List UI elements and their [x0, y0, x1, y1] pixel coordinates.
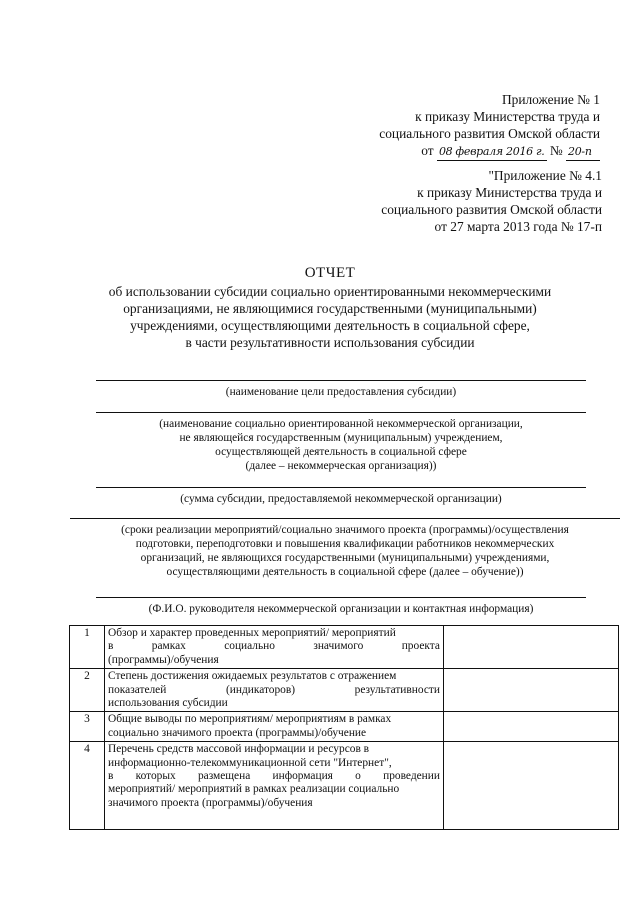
fill-line[interactable] — [96, 597, 586, 598]
justified-word: результативности — [354, 683, 440, 696]
appendix-4-1-region-line: социального развития Омской области — [381, 202, 602, 217]
row-text-line: социально значимого проекта (программы)/обучение — [108, 726, 367, 739]
field-subsidy-purpose[interactable] — [96, 380, 586, 399]
row-text-line: Степень достижения ожидаемых результатов с отражением — [108, 670, 397, 683]
field-caption: не являющейся государственным (муниципальным) учреждением, — [179, 432, 503, 444]
justified-word: проведении — [383, 770, 440, 783]
table-row — [70, 669, 619, 712]
appendix-4-1-ministry-line: к приказу Министерства труда и — [417, 185, 602, 200]
fill-line[interactable] — [96, 380, 586, 381]
fill-line[interactable] — [70, 518, 620, 519]
justified-word: (индикаторов) — [225, 683, 296, 696]
justified-word: проекта — [401, 640, 440, 653]
appendix-1-title: Приложение № 1 — [501, 92, 600, 107]
justified-word: значимого — [313, 640, 364, 653]
fill-line[interactable] — [96, 412, 586, 413]
row-text-line: (программы)/обучения — [108, 653, 219, 666]
justified-word: в — [108, 770, 114, 783]
row-text-line: использования субсидии — [108, 697, 228, 710]
justified-word: социально — [224, 640, 275, 653]
field-caption: (далее – некоммерческая организация)) — [245, 460, 437, 472]
field-caption: (Ф.И.О. руководителя некоммерческой организации и контактная информация) — [148, 603, 534, 615]
row-number: 3 — [70, 712, 105, 742]
table-row — [70, 742, 619, 830]
report-heading: ОТЧЕТ — [304, 265, 356, 281]
row-description — [105, 712, 444, 742]
row-value-cell[interactable] — [444, 669, 619, 712]
table-row — [70, 712, 619, 742]
handwritten-number: 20-п — [566, 143, 600, 161]
table-row — [70, 626, 619, 669]
justified-word: размещена — [197, 770, 251, 783]
row-text-line: информационно-телекоммуникационной сети "Интернет", — [108, 756, 392, 769]
field-caption: (сумма субсидии, предоставляемой некоммерческой организации) — [180, 493, 502, 505]
row-value-cell[interactable] — [444, 742, 619, 830]
row-number: 2 — [70, 669, 105, 712]
row-text-line-justified — [108, 770, 440, 783]
date-prefix: от — [421, 143, 434, 158]
row-text-line: Общие выводы по мероприятиям/ мероприятиям в рамках — [108, 713, 392, 726]
justified-word: о — [355, 770, 361, 783]
row-value-cell[interactable] — [444, 712, 619, 742]
field-caption: (наименование цели предоставления субсидии) — [225, 386, 457, 398]
row-text-line: мероприятий/ мероприятий в рамках реализации социально — [108, 783, 400, 796]
justified-word: показателей — [108, 683, 167, 696]
row-text-line: Обзор и характер проведенных мероприятий/ мероприятий — [108, 627, 396, 639]
appendix-1-date-line — [379, 142, 600, 161]
row-text-line: значимого проекта (программы)/обучения — [108, 796, 313, 809]
field-caption: организаций, не являющихся государственными (муниципальными) учреждениями, — [140, 552, 550, 564]
field-implementation-dates[interactable] — [70, 518, 620, 579]
appendix-1-region-line: социального развития Омской области — [379, 126, 600, 141]
field-caption: осуществляющими деятельность в социальной сфере (далее – обучение)) — [166, 566, 524, 578]
field-head-contact[interactable] — [96, 597, 586, 616]
report-subtitle-line: об использовании субсидии социально ориентированными некоммерческими — [108, 284, 552, 299]
report-table — [69, 625, 619, 830]
row-description — [105, 626, 444, 669]
row-text-spacer — [108, 810, 440, 828]
number-prefix: № — [549, 143, 563, 158]
justified-word: которых — [135, 770, 176, 783]
appendix-1-header — [379, 91, 600, 161]
report-subtitle-line: организациями, не являющимися государственными (муниципальными) — [123, 301, 537, 316]
justified-word: в — [108, 640, 114, 653]
appendix-4-1-title: "Приложение № 4.1 — [488, 168, 602, 183]
row-text-line-justified — [108, 640, 440, 653]
row-number: 4 — [70, 742, 105, 830]
row-text-line: Перечень средств массовой информации и ресурсов в — [108, 743, 370, 756]
appendix-1-ministry-line: к приказу Министерства труда и — [415, 109, 600, 124]
report-subtitle-line: учреждениями, осуществляющими деятельность в социальной сфере, — [130, 318, 530, 333]
field-caption: (сроки реализации мероприятий/социально значимого проекта (программы)/осуществления — [121, 524, 569, 536]
appendix-4-1-header — [381, 167, 602, 235]
row-description — [105, 669, 444, 712]
field-caption: подготовки, переподготовки и повышения квалификации работников некоммерческих — [135, 538, 555, 550]
justified-word: информация — [272, 770, 333, 783]
row-number: 1 — [70, 626, 105, 669]
justified-word: рамках — [151, 640, 186, 653]
report-title — [30, 264, 630, 351]
row-description — [105, 742, 444, 830]
row-value-cell[interactable] — [444, 626, 619, 669]
row-text-line-justified — [108, 684, 440, 697]
appendix-4-1-date-line: от 27 марта 2013 года № 17-п — [434, 219, 602, 234]
field-caption: (наименование социально ориентированной некоммерческой организации, — [159, 418, 523, 430]
field-subsidy-amount[interactable] — [96, 487, 586, 506]
fill-line[interactable] — [96, 487, 586, 488]
handwritten-date: 08 февраля 2016 г. — [437, 143, 547, 161]
field-caption: осуществляющей деятельность в социальной сфере — [215, 446, 467, 458]
report-subtitle-line: в части результативности использования субсидии — [185, 335, 475, 350]
field-organization-name[interactable] — [96, 412, 586, 473]
